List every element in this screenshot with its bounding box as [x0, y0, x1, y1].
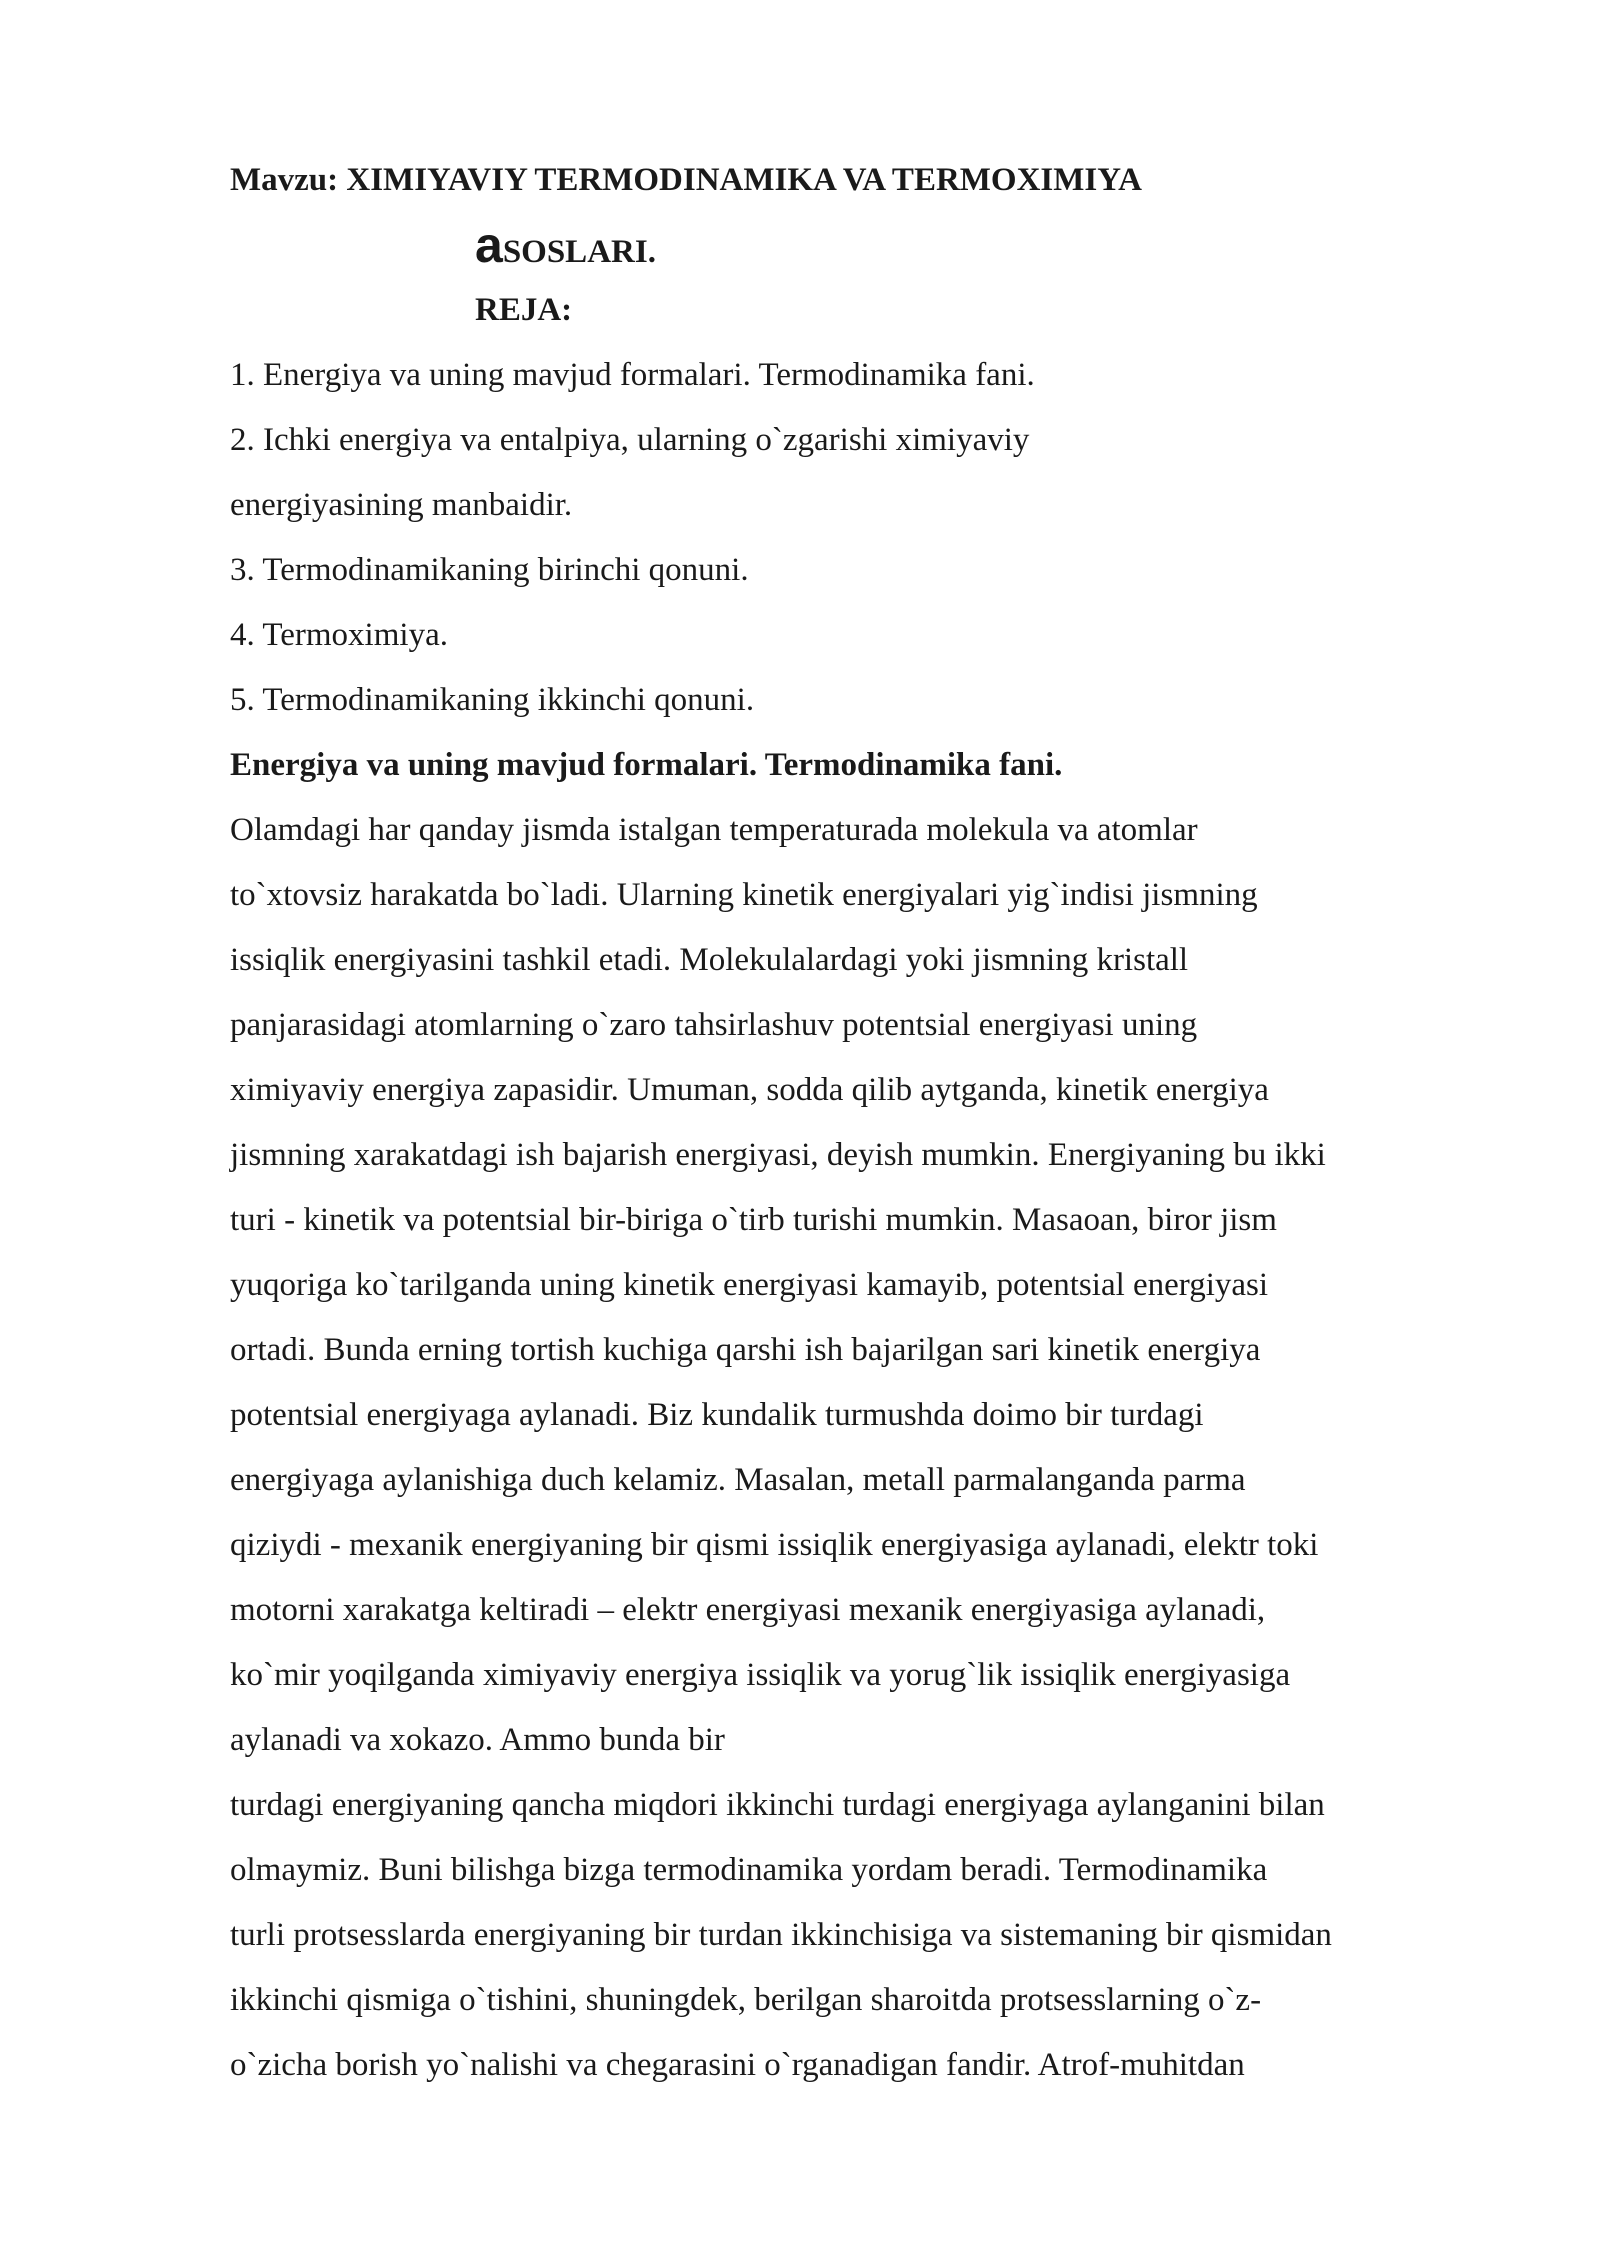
title-line-2-rest: SOSLARI. [502, 234, 656, 270]
title-initial-letter: a [475, 217, 503, 273]
plan-item: 3. Termodinamikaning birinchi qonuni. [230, 552, 749, 588]
body-line: turdagi energiyaning qancha miqdori ikkinchi turdagi energiyaga aylanganini bilan [230, 1787, 1325, 1823]
body-line: yuqoriga ko`tarilganda uning kinetik energiyasi kamayib, potentsial energiyasi [230, 1267, 1269, 1303]
plan-list [230, 343, 1510, 733]
body-line: ortadi. Bunda erning tortish kuchiga qarshi ish bajarilgan sari kinetik energiya [230, 1332, 1261, 1368]
body-line: o`zicha borish yo`nalishi va chegarasini o`rganadigan fandir. Atrof-muhitdan [230, 2047, 1245, 2083]
body-paragraph [230, 798, 1510, 2098]
body-line: potentsial energiyaga aylanadi. Biz kundalik turmushda doimo bir turdagi [230, 1397, 1204, 1433]
plan-item: 1. Energiya va uning mavjud formalari. Termodinamika fani. [230, 357, 1035, 393]
body-line: ximiyaviy energiya zapasidir. Umuman, sodda qilib aytganda, kinetik energiya [230, 1072, 1269, 1108]
body-line: ikkinchi qismiga o`tishini, shuningdek, berilgan sharoitda protsesslarning o`z- [230, 1982, 1262, 2018]
body-line: Olamdagi har qanday jismda istalgan temperaturada molekula va atomlar [230, 812, 1198, 848]
plan-item: 2. Ichki energiya va entalpiya, ularning o`zgarishi ximiyaviy [230, 422, 1030, 458]
body-line: to`xtovsiz harakatda bo`ladi. Ularning kinetik energiyalari yig`indisi jismning [230, 877, 1258, 913]
plan-heading: REJA: [475, 292, 573, 328]
body-line: panjarasidagi atomlarning o`zaro tahsirlashuv potentsial energiyasi uning [230, 1007, 1198, 1043]
body-line: issiqlik energiyasini tashkil etadi. Molekulalardagi yoki jismning kristall [230, 942, 1189, 978]
title-line-1: Mavzu: XIMIYAVIY TERMODINAMIKA VA TERMOXIMIYA [230, 162, 1142, 198]
body-line: qiziydi - mexanik energiyaning bir qismi issiqlik energiyasiga aylanadi, elektr toki [230, 1527, 1319, 1563]
plan-item-continuation: energiyasining manbaidir. [230, 487, 573, 523]
title-line-2 [230, 213, 1510, 278]
body-line: ko`mir yoqilganda ximiyaviy energiya issiqlik va yorug`lik issiqlik energiyasiga [230, 1657, 1291, 1693]
body-line: turli protsesslarda energiyaning bir turdan ikkinchisiga va sistemaning bir qismidan [230, 1917, 1332, 1953]
body-line: energiyaga aylanishiga duch kelamiz. Masalan, metall parmalanganda parma [230, 1462, 1246, 1498]
body-line: jismning xarakatdagi ish bajarish energiyasi, deyish mumkin. Energiyaning bu ikki [230, 1137, 1326, 1173]
document-content [230, 148, 1510, 2098]
body-line: olmaymiz. Buni bilishga bizga termodinamika yordam beradi. Termodinamika [230, 1852, 1268, 1888]
section-heading: Energiya va uning mavjud formalari. Termodinamika fani. [230, 747, 1063, 783]
plan-item: 5. Termodinamikaning ikkinchi qonuni. [230, 682, 755, 718]
plan-item: 4. Termoximiya. [230, 617, 448, 653]
body-line: aylanadi va xokazo. Ammo bunda bir [230, 1722, 725, 1758]
body-line: motorni xarakatga keltiradi – elektr energiyasi mexanik energiyasiga aylanadi, [230, 1592, 1266, 1628]
body-line: turi - kinetik va potentsial bir-biriga o`tirb turishi mumkin. Masaoan, biror jism [230, 1202, 1277, 1238]
